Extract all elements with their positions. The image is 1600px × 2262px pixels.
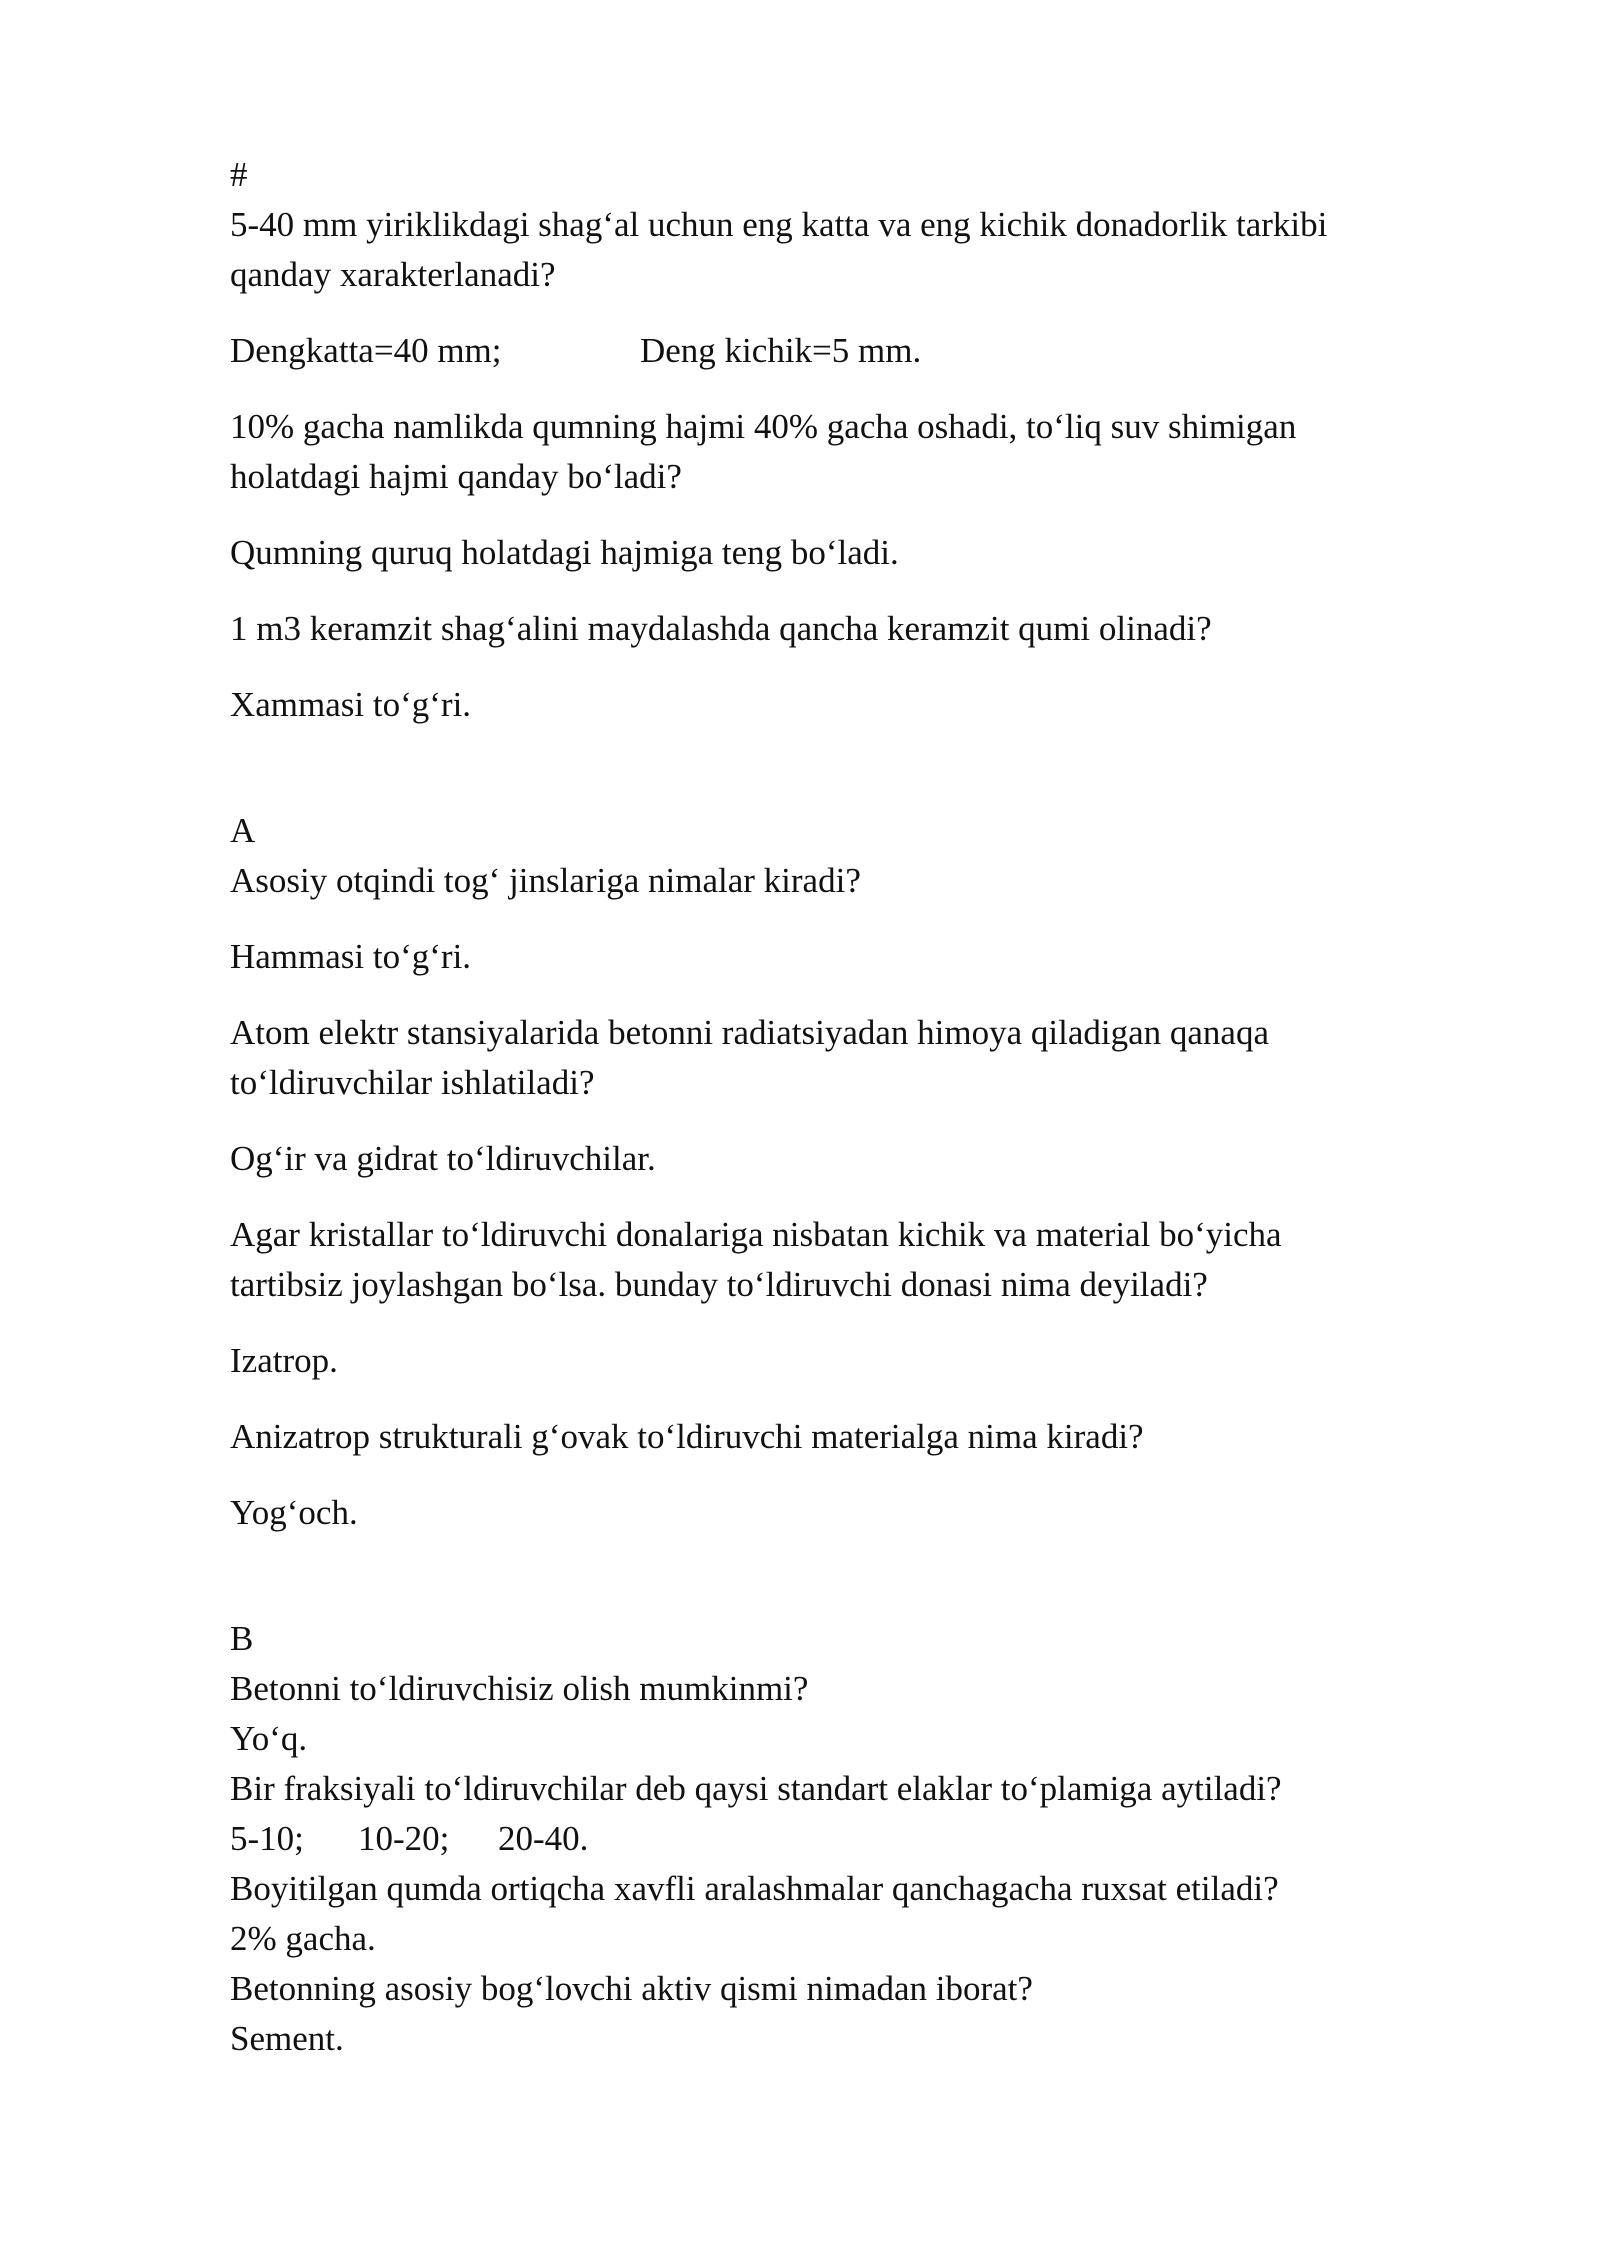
answer-part: 10-20; bbox=[358, 1819, 450, 1858]
question-line: 10% gacha namlikda qumning hajmi 40% gacha oshadi, to‘liq suv shimigan bbox=[230, 407, 1297, 446]
answer-line: Og‘ir va gidrat to‘ldiruvchilar. bbox=[230, 1139, 656, 1178]
question-line: Betonni to‘ldiruvchisiz olish mumkinmi? bbox=[230, 1669, 809, 1708]
answer-line: Hammasi to‘g‘ri. bbox=[230, 937, 472, 976]
answer-line: Xammasi to‘g‘ri. bbox=[230, 685, 472, 724]
answer-line: Sement. bbox=[230, 2019, 344, 2058]
answer-part: 20-40. bbox=[498, 1819, 589, 1858]
question-line: Atom elektr stansiyalarida betonni radiatsiyadan himoya qiladigan qanaqa bbox=[230, 1013, 1269, 1052]
question-line: tartibsiz joylashgan bo‘lsa. bunday to‘ldiruvchi donasi nima deyiladi? bbox=[230, 1265, 1208, 1304]
section-heading-a: A bbox=[230, 811, 256, 850]
answer-line: Yog‘och. bbox=[230, 1493, 358, 1532]
question-line: Bir fraksiyali to‘ldiruvchilar deb qaysi standart elaklar to‘plamiga aytiladi? bbox=[230, 1769, 1282, 1808]
question-line: Asosiy otqindi tog‘ jinslariga nimalar kiradi? bbox=[230, 861, 861, 900]
section-heading-b: B bbox=[230, 1619, 254, 1658]
question-line: holatdagi hajmi qanday bo‘ladi? bbox=[230, 457, 682, 496]
answer-line: Qumning quruq holatdagi hajmiga teng bo‘ladi. bbox=[230, 533, 899, 572]
answer-line: 2% gacha. bbox=[230, 1919, 376, 1958]
answer-part: Deng kichik=5 mm. bbox=[640, 331, 922, 370]
answer-line: Yo‘q. bbox=[230, 1719, 308, 1758]
question-line: Agar kristallar to‘ldiruvchi donalariga nisbatan kichik va material bo‘yicha bbox=[230, 1215, 1282, 1254]
question-line: 1 m3 keramzit shag‘alini maydalashda qancha keramzit qumi olinadi? bbox=[230, 609, 1212, 648]
answer-line bbox=[230, 326, 1430, 376]
question-line: Boyitilgan qumda ortiqcha xavfli aralashmalar qanchagacha ruxsat etiladi? bbox=[230, 1869, 1279, 1908]
question-line: Betonning asosiy bog‘lovchi aktiv qismi nimadan iborat? bbox=[230, 1969, 1033, 2008]
answer-line: Izatrop. bbox=[230, 1341, 338, 1380]
document-page bbox=[230, 150, 1430, 2064]
answer-part: Dengkatta=40 mm; bbox=[230, 331, 502, 370]
question-line: Anizatrop strukturali g‘ovak to‘ldiruvchi materialga nima kiradi? bbox=[230, 1417, 1144, 1456]
question-line: qanday xarakterlanadi? bbox=[230, 255, 556, 294]
question-line: to‘ldiruvchilar ishlatiladi? bbox=[230, 1063, 595, 1102]
answer-line bbox=[230, 1814, 1430, 1864]
section-heading-hash: # bbox=[230, 155, 248, 194]
answer-part: 5-10; bbox=[230, 1819, 304, 1858]
question-line: 5-40 mm yiriklikdagi shag‘al uchun eng katta va eng kichik donadorlik tarkibi bbox=[230, 205, 1328, 244]
